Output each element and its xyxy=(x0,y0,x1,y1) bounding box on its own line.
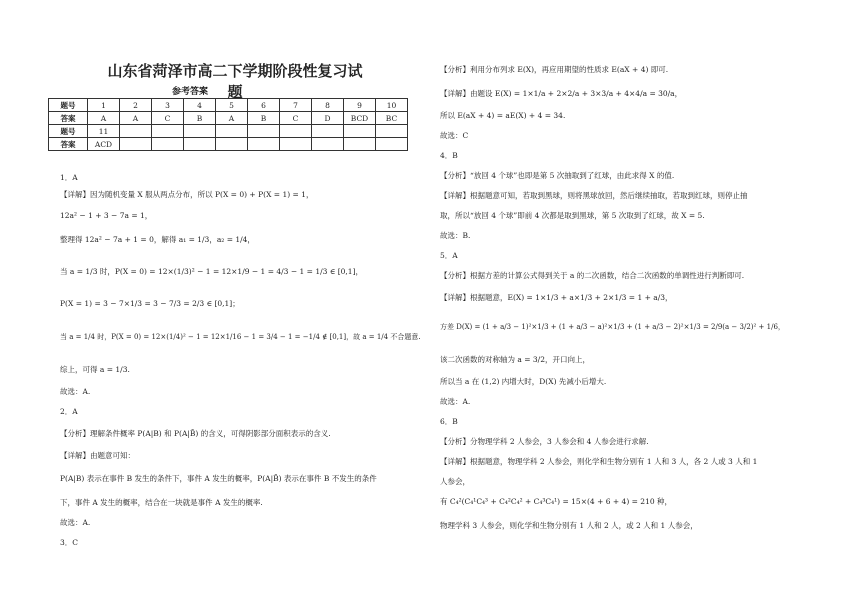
table-cell xyxy=(216,125,248,138)
table-cell: 8 xyxy=(312,99,344,112)
table-cell xyxy=(280,138,312,151)
q6-detail: 物理学科 3 人参会，则化学和生物分别有 1 人和 2 人，或 2 人和 1 人参会， xyxy=(440,521,698,530)
table-cell xyxy=(184,125,216,138)
q3-analysis: 【分析】利用分布列求 E(X)，再应用期望的性质求 E(aX + 4) 即可. xyxy=(440,65,669,74)
table-cell: BCD xyxy=(344,112,376,125)
answer-table xyxy=(48,98,408,151)
document-title: 山东省菏泽市高二下学期阶段性复习试题 xyxy=(107,62,363,101)
table-cell: 1 xyxy=(88,99,120,112)
table-cell: C xyxy=(280,112,312,125)
q4-detail: 取，所以“放回 4 个球”即前 4 次都是取到黑球，第 5 次取到了红球，故 X = 5. xyxy=(440,211,705,220)
q6-heading: 6．B xyxy=(440,417,458,426)
table-cell: A xyxy=(120,112,152,125)
table-cell xyxy=(152,138,184,151)
row-label: 答案 xyxy=(49,112,88,125)
table-cell: 7 xyxy=(280,99,312,112)
table-row xyxy=(49,99,408,112)
q2-line: 故选：A. xyxy=(60,518,91,527)
q5-detail: 该二次函数的对称轴为 a = 3/2，开口向上， xyxy=(440,355,590,364)
table-row xyxy=(49,138,408,151)
q3-detail: 所以 E(aX + 4) = aE(X) + 4 = 34. xyxy=(440,111,566,120)
table-cell: 2 xyxy=(120,99,152,112)
q5-detail: 所以当 a 在 (1,2) 内增大时，D(X) 先减小后增大. xyxy=(440,377,607,386)
q4-choice: 故选：B. xyxy=(440,231,471,240)
table-cell xyxy=(376,125,408,138)
row-label: 题号 xyxy=(49,125,88,138)
q1-heading: 1．A xyxy=(60,173,78,182)
q6-detail: 【详解】根据题意，物理学科 2 人参会，则化学和生物分别有 1 人和 3 人，各 2 人或 3 人和 1 xyxy=(440,457,758,466)
q6-detail: 人参会， xyxy=(440,477,470,486)
table-row xyxy=(49,112,408,125)
table-cell xyxy=(344,125,376,138)
q1-line: 当 a = 1/4 时，P(X = 0) = 12×(1/4)² − 1 = 12×1/16 − 1 = 3/4 − 1 = −1/4 ∉ [0,1]，故 a = 1/4 不合题意. xyxy=(60,333,421,341)
table-cell: ACD xyxy=(88,138,120,151)
q3-heading: 3．C xyxy=(60,538,79,547)
q6-analysis: 【分析】分物理学科 2 人参会，3 人参会和 4 人参会进行求解. xyxy=(440,437,649,446)
q4-analysis: 【分析】“放回 4 个球”也即是第 5 次抽取到了红球，由此求得 X 的值. xyxy=(440,171,675,180)
table-cell xyxy=(376,138,408,151)
q1-line: 整理得 12a² − 7a + 1 = 0，解得 a₁ = 1/3，a₂ = 1/4， xyxy=(60,235,255,244)
table-cell xyxy=(120,125,152,138)
q1-line: 综上，可得 a = 1/3. xyxy=(60,365,130,374)
table-cell: 11 xyxy=(88,125,120,138)
table-cell xyxy=(248,138,280,151)
table-cell xyxy=(248,125,280,138)
table-cell: C xyxy=(152,112,184,125)
q4-heading: 4．B xyxy=(440,151,458,160)
q3-detail: 【详解】由题设 E(X) = 1×1/a + 2×2/a + 3×3/a + 4×4/a = 30/a， xyxy=(440,89,683,98)
q5-heading: 5．A xyxy=(440,251,458,260)
q2-line: P(A|B) 表示在事件 B 发生的条件下，事件 A 发生的概率，P(A|B̄) 表示在事件 B 不发生的条件 xyxy=(60,474,377,483)
table-cell: 10 xyxy=(376,99,408,112)
table-cell xyxy=(152,125,184,138)
table-row xyxy=(49,125,408,138)
row-label: 答案 xyxy=(49,138,88,151)
q1-line: 12a² − 1 + 3 − 7a = 1， xyxy=(60,211,153,220)
table-cell: BC xyxy=(376,112,408,125)
q1-line: 故选：A. xyxy=(60,387,91,396)
q4-detail: 【详解】根据题意可知，若取到黑球，则将黑球放回，然后继续抽取，若取到红球，则停止抽 xyxy=(440,191,748,200)
table-cell: A xyxy=(88,112,120,125)
table-cell: 5 xyxy=(216,99,248,112)
table-cell: D xyxy=(312,112,344,125)
table-cell: 3 xyxy=(152,99,184,112)
q2-line: 【分析】理解条件概率 P(A|B) 和 P(A|B̄) 的含义，可得阴影部分面积表示的含义. xyxy=(60,429,331,438)
table-cell: B xyxy=(184,112,216,125)
table-cell xyxy=(120,138,152,151)
answer-section-heading: 参考答案 xyxy=(171,87,208,97)
q5-detail: 【详解】根据题意，E(X) = 1×1/3 + a×1/3 + 2×1/3 = 1 + a/3， xyxy=(440,293,673,302)
q5-choice: 故选：A. xyxy=(440,397,471,406)
table-cell xyxy=(216,138,248,151)
q1-line: 当 a = 1/3 时，P(X = 0) = 12×(1/3)² − 1 = 12×1/9 − 1 = 4/3 − 1 = 1/3 ∈ [0,1]， xyxy=(60,267,363,276)
table-cell xyxy=(312,125,344,138)
q1-line: 【详解】因为随机变量 X 服从两点分布，所以 P(X = 0) + P(X = 1) = 1， xyxy=(60,190,314,199)
q5-analysis: 【分析】根据方差的计算公式得到关于 a 的二次函数，结合二次函数的单调性进行判断即可. xyxy=(440,271,745,280)
q6-detail: 有 C₄²(C₄¹C₄³ + C₄²C₄² + C₄³C₄¹) = 15×(4 + 6 + 4) = 210 种， xyxy=(440,497,673,506)
row-label: 题号 xyxy=(49,99,88,112)
table-cell xyxy=(344,138,376,151)
q3-choice: 故选：C xyxy=(440,131,469,140)
q2-line: 下，事件 A 发生的概率，结合在一块就是事件 A 发生的概率. xyxy=(60,498,263,507)
q1-line: P(X = 1) = 3 − 7×1/3 = 3 − 7/3 = 2/3 ∈ [0,1]； xyxy=(60,299,240,308)
q2-heading: 2．A xyxy=(60,407,78,416)
table-cell: 4 xyxy=(184,99,216,112)
table-cell xyxy=(184,138,216,151)
table-cell: 6 xyxy=(248,99,280,112)
q2-line: 【详解】由题意可知： xyxy=(60,451,135,460)
table-cell: 9 xyxy=(344,99,376,112)
q5-detail: 方差 D(X) = (1 + a/3 − 1)²×1/3 + (1 + a/3 − a)²×1/3 + (1 + a/3 − 2)²×1/3 = 2/9(a − 3/2)² + 1/6， xyxy=(440,323,785,331)
table-cell xyxy=(280,125,312,138)
table-cell: A xyxy=(216,112,248,125)
table-cell xyxy=(312,138,344,151)
table-cell: B xyxy=(248,112,280,125)
